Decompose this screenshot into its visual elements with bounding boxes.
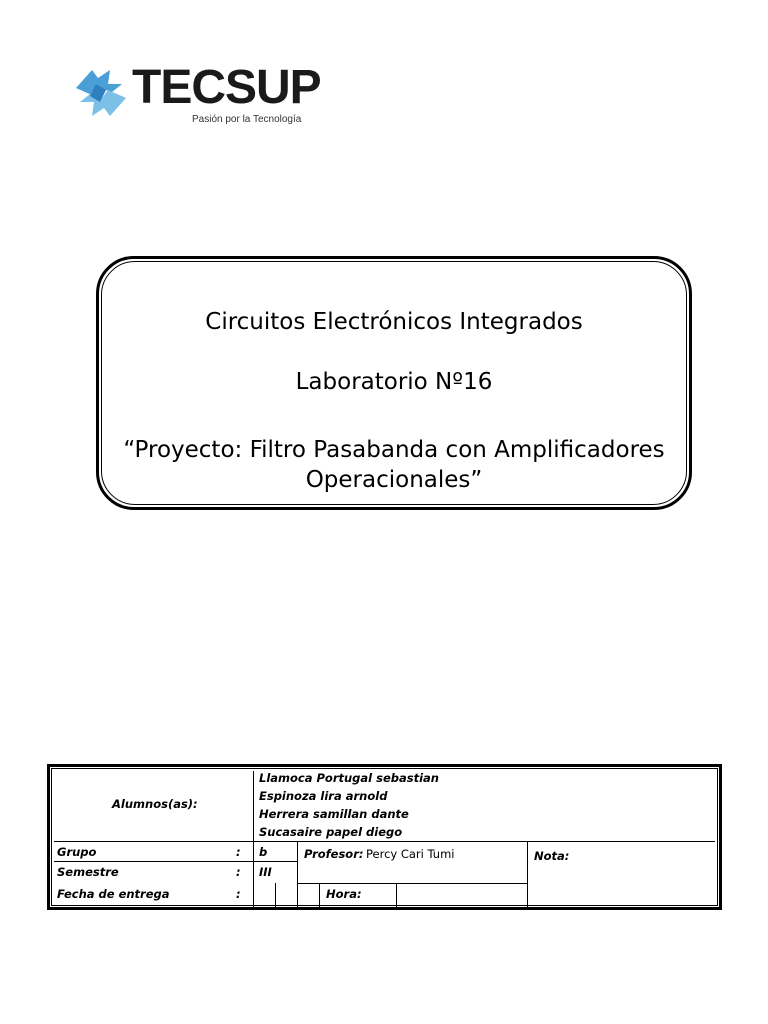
table-rule bbox=[54, 841, 715, 842]
lab-number: Laboratorio Nº16 bbox=[295, 369, 493, 395]
students-label: Alumnos(as): bbox=[112, 797, 198, 811]
table-rule bbox=[319, 883, 320, 907]
table-rule bbox=[54, 861, 297, 862]
teacher-label: Profesor: bbox=[304, 847, 364, 861]
brand-tagline: Pasión por la Tecnología bbox=[192, 114, 302, 125]
group-label: Grupo bbox=[57, 845, 97, 859]
student-name: Espinoza lira arnold bbox=[259, 789, 388, 803]
group-colon: : bbox=[236, 845, 241, 859]
table-rule bbox=[275, 883, 276, 907]
semester-colon: : bbox=[236, 865, 241, 879]
time-label: Hora: bbox=[326, 887, 362, 901]
table-rule bbox=[297, 841, 298, 907]
title-box bbox=[96, 256, 692, 510]
course-title: Circuitos Electrónicos Integrados bbox=[205, 309, 583, 335]
student-info-table bbox=[47, 764, 722, 910]
project-title-line-2: Operacionales” bbox=[305, 467, 483, 493]
student-name: Sucasaire papel diego bbox=[259, 825, 403, 839]
group-value: b bbox=[259, 845, 268, 859]
table-rule bbox=[253, 771, 254, 907]
delivery-date-colon: : bbox=[236, 887, 241, 901]
project-title-line-1: “Proyecto: Filtro Pasabanda con Amplificadores bbox=[123, 437, 665, 463]
teacher-name: Percy Cari Tumi bbox=[366, 847, 455, 861]
tecsup-arrows-icon bbox=[70, 62, 132, 124]
delivery-date-label: Fecha de entrega bbox=[57, 887, 170, 901]
grade-label: Nota: bbox=[534, 849, 570, 863]
project-title bbox=[99, 435, 689, 495]
table-rule bbox=[527, 841, 528, 907]
table-rule bbox=[396, 883, 397, 907]
table-rule bbox=[297, 883, 527, 884]
brand-wordmark: TECSUP bbox=[132, 61, 321, 114]
tecsup-logo bbox=[70, 62, 320, 128]
student-name: Herrera samillan dante bbox=[259, 807, 409, 821]
semester-value: III bbox=[259, 865, 272, 879]
student-name: Llamoca Portugal sebastian bbox=[259, 771, 439, 785]
semester-label: Semestre bbox=[57, 865, 119, 879]
